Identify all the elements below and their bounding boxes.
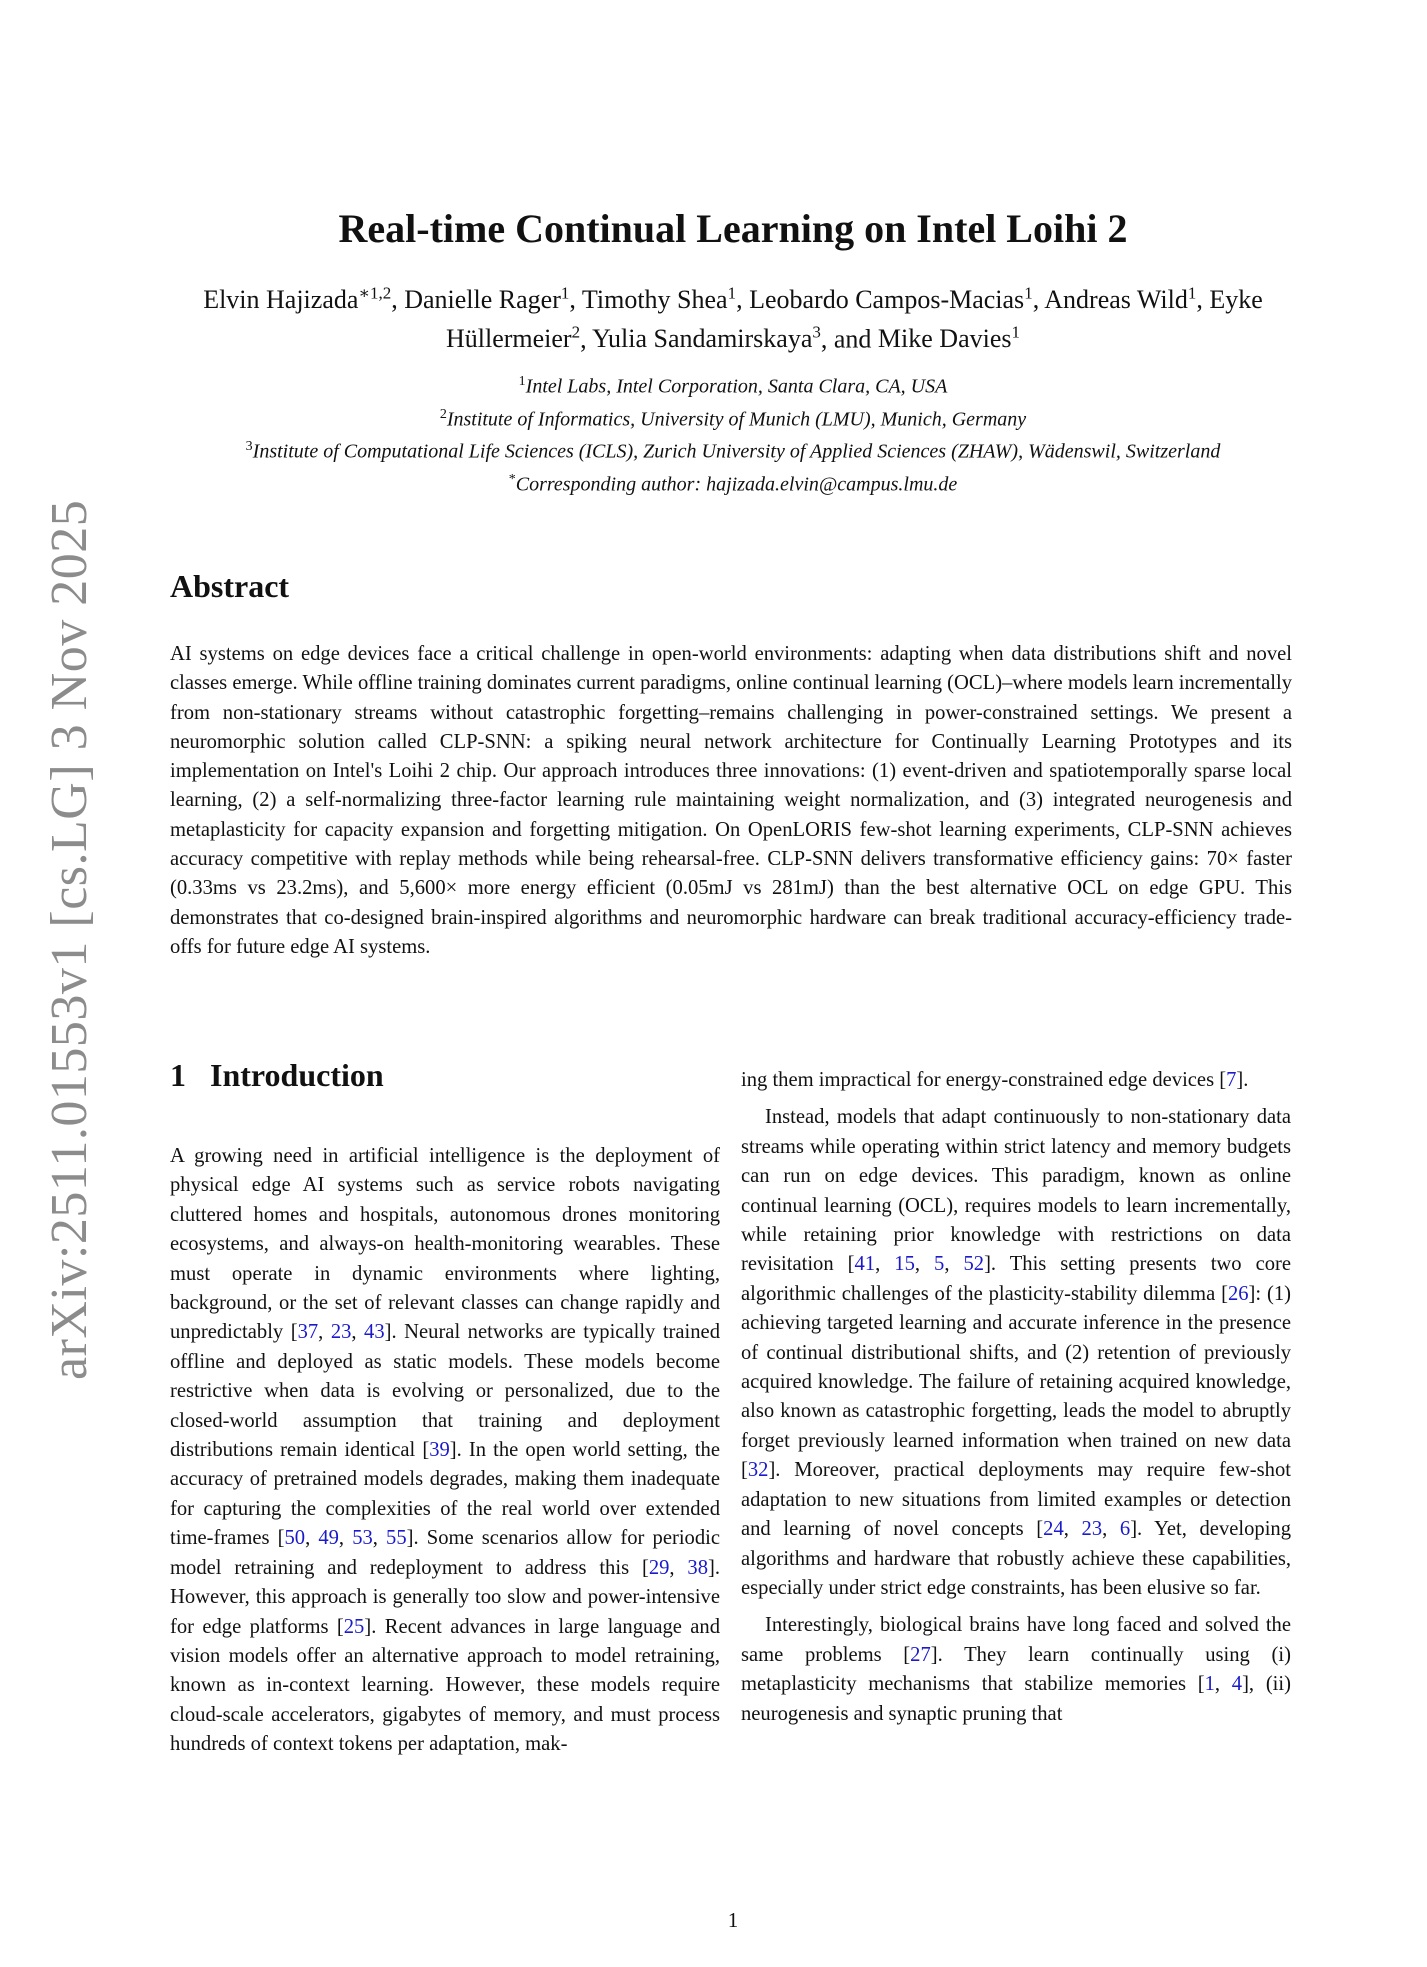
left-column <box>170 1142 720 1760</box>
citation-link[interactable]: 26 <box>1227 1282 1249 1305</box>
affiliation-line <box>150 368 1316 401</box>
text-run: A growing need in artificial intelligence is the deployment of physical edge AI systems such as service robots navigating cluttered homes and hospitals, autonomous drones monitoring ecosystems, and always-on health-monitoring wearables. These must operate in dynamic environments where lighting, background, or the set of relevant classes can change rapidly and unpredictably [ <box>170 1145 720 1344</box>
author-name: Danielle Rager <box>404 284 561 314</box>
affiliation-text: Intel Labs, Intel Corporation, Santa Clara, CA, USA <box>525 375 948 398</box>
text-run: ]: (1) achieving targeted learning and accurate inference in the presence of continual distributional shifts, and (2) retention of previously acquired knowledge. The failure of retaining acquired knowledge, also known as catastrophic forgetting, leads the model to abruptly forget previously learned information when trained on new data [ <box>741 1282 1291 1482</box>
author-name: Mike Davies <box>877 324 1012 354</box>
affiliation-marker: 3 <box>245 439 253 455</box>
author <box>582 285 736 314</box>
section-number: 1 <box>170 1057 186 1093</box>
text-run: ]. Yet, developing algorithms and hardware that robustly achieve these capabilities, especially under strict edge constraints, has been elusive so far. <box>741 1518 1292 1599</box>
citation-link[interactable]: 27 <box>910 1643 931 1666</box>
text-run: ]. Neural networks are typically trained offline and deployed as static models. These models become restrictive when data is evolving or personalized, due to the closed-world assumption that training and deployment distributions remain identical [ <box>170 1321 720 1462</box>
page-number: 1 <box>727 1908 739 1932</box>
intro-paragraph <box>741 1066 1291 1095</box>
intro-paragraph-1 <box>170 1142 720 1760</box>
citation-link[interactable]: 4 <box>1231 1673 1243 1696</box>
citation-link[interactable]: 25 <box>343 1615 365 1638</box>
citation-link[interactable]: 37 <box>297 1321 319 1344</box>
author-affiliation-marker: 1 <box>1024 283 1033 302</box>
author-affiliation-marker: 2 <box>571 322 581 342</box>
text-run: , <box>318 1321 331 1344</box>
abstract-text: AI systems on edge devices face a critical challenge in open-world environments: adapting when data distributions shift and novel classes emerge. While offline training dominates current paradigms, online continual learning (OCL)–where models learn incrementally from non-stationary streams without catastrophic forgetting–remains challenging in power-constrained settings. We present a neuromorphic solution called CLP-SNN: a spiking neural network architecture for Continually Learning Prototypes and its implementation on Intel's Loihi 2 chip. Our approach introduces three innovations: (1) event-driven and spatiotemporally sparse local learning, (2) a self-normalizing three-factor learning rule maintaining weight normalization, and (3) integrated neurogenesis and metaplasticity for capacity expansion and forgetting mitigation. On OpenLORIS few-shot learning experiments, CLP-SNN achieves accuracy competitive with replay methods while being rehearsal-free. CLP-SNN delivers transformative efficiency gains: 70× faster (0.33ms vs 23.2ms), and 5,600× more energy efficient (0.05mJ vs 281mJ) than the best alternative OCL on edge GPU. This demonstrates that co-designed brain-inspired algorithms and neuromorphic hardware can break traditional accuracy-efficiency trade-offs for future edge AI systems. <box>170 643 1292 958</box>
author-name: Elvin Hajizada <box>203 284 359 314</box>
citation-link[interactable]: 49 <box>318 1527 339 1550</box>
text-run: , <box>1102 1518 1120 1541</box>
citation-link[interactable]: 24 <box>1043 1518 1064 1541</box>
author <box>749 285 1033 314</box>
affiliation-text: Institute of Informatics, University of Munich (LMU), Munich, Germany <box>446 408 1027 431</box>
text-run: Interestingly, biological brains have long faced and solved the same problems [ <box>741 1614 1291 1666</box>
citation-link[interactable]: 5 <box>934 1253 945 1276</box>
text-run: ]. <box>1236 1069 1249 1091</box>
text-run: , <box>944 1253 964 1276</box>
text-run: ]. Some scenarios allow for periodic model retraining and redeployment to address this [ <box>170 1527 720 1579</box>
citation-link[interactable]: 7 <box>1226 1069 1237 1091</box>
author-affiliation-marker: ∗1,2 <box>358 283 392 302</box>
citation-link[interactable]: 15 <box>894 1253 915 1276</box>
author-name: Eyke Hüllermeier <box>445 284 1263 354</box>
text-run: , <box>372 1527 387 1550</box>
author-affiliation-marker: 1 <box>1187 283 1197 302</box>
citation-link[interactable]: 23 <box>1081 1518 1103 1541</box>
text-run: ing them impractical for energy-constrained edge devices [ <box>741 1069 1227 1091</box>
paper-title: Real-time Continual Learning on Intel Loihi 2 <box>338 205 1128 251</box>
citation-link[interactable]: 38 <box>687 1556 708 1579</box>
citation-link[interactable]: 1 <box>1204 1673 1215 1696</box>
citation-link[interactable]: 39 <box>429 1439 450 1462</box>
affiliation-list <box>150 368 1316 499</box>
intro-paragraph <box>741 1611 1291 1729</box>
citation-link[interactable]: 52 <box>963 1253 985 1276</box>
text-run: ]. Recent advances in large language and vision models offer an alternative approach to model retraining, known as in-context learning. However, these models require cloud-scale accelerators, gigabytes of memory, and must process hundreds of context tokens per adaptation, mak- <box>170 1615 720 1756</box>
author-list: Elvin Hajizada$^{∗1,2}$, Danielle Rager$^1$, Timothy Shea$^1$, Leobardo Campos-Macias$^1$, Andreas Wild$^1$, Eyke Hüllermeier$^2$, Yulia Sandamirskaya$^3$, and Mike Davies$^1$ <box>203 283 1263 354</box>
text-run: , <box>1214 1673 1232 1696</box>
right-column <box>741 1066 1291 1729</box>
author-name: Leobardo Campos-Macias <box>749 284 1025 314</box>
affiliation-marker: 1 <box>518 374 526 389</box>
author-affiliation-marker: 1 <box>1011 322 1021 342</box>
affiliation-line <box>150 433 1316 466</box>
text-run: , <box>669 1556 688 1579</box>
affiliation-line <box>150 466 1316 499</box>
text-run: ]. This setting presents two core algorithmic challenges of the plasticity-stability dilemma [ <box>741 1253 1292 1305</box>
text-run: , <box>338 1527 353 1550</box>
affiliation-text: Institute of Computational Life Sciences (ICLS), Zurich University of Applied Sciences (ZHAW), Wädenswil, Switzerland <box>252 440 1221 463</box>
author <box>1044 285 1196 314</box>
citation-link[interactable]: 32 <box>747 1459 769 1482</box>
citation-link[interactable]: 23 <box>330 1321 352 1344</box>
citation-link[interactable]: 50 <box>284 1527 306 1550</box>
text-run: ]. In the open world setting, the accuracy of pretrained models degrades, making them inadequate for capturing the complexities of the real world over extended time-frames [ <box>170 1439 720 1550</box>
affiliation-line <box>150 401 1316 434</box>
abstract-heading: Abstract <box>170 568 290 604</box>
text-run: , <box>351 1321 365 1344</box>
text-run: , <box>875 1253 895 1276</box>
author-affiliation-marker: 1 <box>560 283 570 302</box>
author <box>592 324 821 353</box>
section-title: Introduction <box>210 1057 384 1093</box>
affiliation-marker: * <box>508 471 516 487</box>
text-run: ]. Moreover, practical deployments may require few-shot adaptation to new situations from limited examples or detection and learning of novel concepts [ <box>741 1459 1291 1541</box>
text-run: ]. However, this approach is generally too slow and power-intensive for edge platforms [ <box>170 1556 721 1638</box>
author-affiliation-marker: 1 <box>727 283 737 302</box>
arxiv-identifier: arXiv:2511.01553v1 [cs.LG] 3 Nov 2025 <box>41 499 98 1380</box>
text-run: Instead, models that adapt continuously to non-stationary data streams while operating within strict latency and memory budgets can run on edge devices. This paradigm, known as online continual learning (OCL), requires models to learn incrementally, while retaining prior knowledge with restrictions on data revisitation [ <box>741 1106 1291 1276</box>
author-name: Yulia Sandamirskaya <box>592 324 813 354</box>
citation-link[interactable]: 41 <box>854 1253 876 1276</box>
affiliation-text: Corresponding author: hajizada.elvin@campus.lmu.de <box>515 473 958 496</box>
citation-link[interactable]: 6 <box>1119 1518 1131 1541</box>
text-run: , <box>914 1253 935 1276</box>
citation-link[interactable]: 53 <box>352 1527 373 1550</box>
citation-link[interactable]: 29 <box>648 1556 670 1579</box>
author-name: Timothy Shea <box>581 284 728 314</box>
section-heading-introduction <box>170 1057 384 1094</box>
text-run: , <box>305 1527 319 1550</box>
author <box>203 285 391 314</box>
intro-paragraph <box>741 1103 1291 1603</box>
text-run: ]. They learn continually using (i) metaplasticity mechanisms that stabilize memories [ <box>741 1643 1291 1696</box>
author <box>878 324 1020 353</box>
text-run: ], (ii) neurogenesis and synaptic pruning that <box>741 1673 1291 1725</box>
citation-link[interactable]: 43 <box>364 1321 385 1344</box>
text-run: , <box>1063 1518 1082 1541</box>
author-affiliation-marker: 3 <box>812 322 821 342</box>
affiliation-marker: 2 <box>439 406 447 422</box>
citation-link[interactable]: 55 <box>386 1527 407 1550</box>
author <box>404 285 569 314</box>
author-name: Andreas Wild <box>1044 284 1188 314</box>
